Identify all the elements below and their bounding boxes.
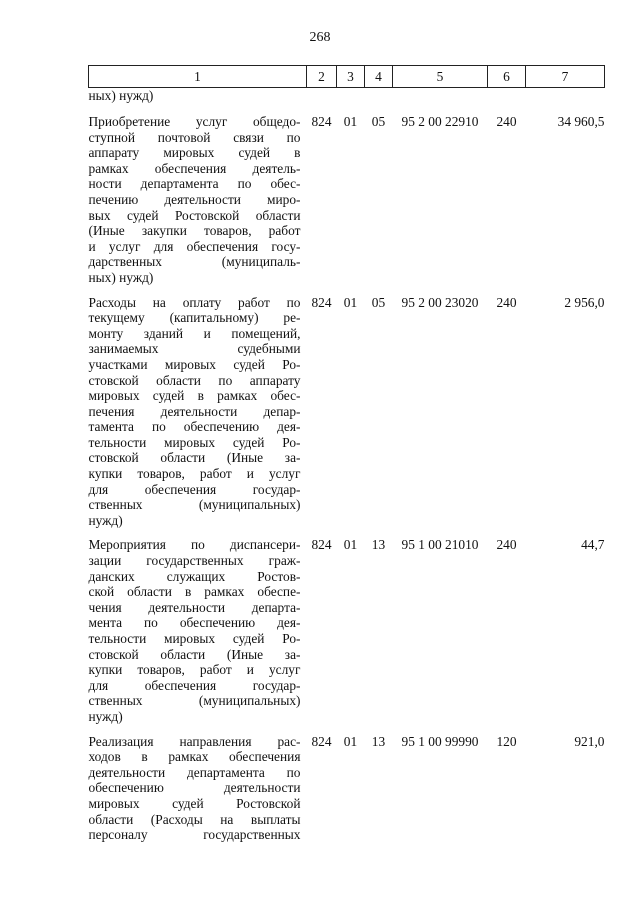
row-description bbox=[89, 528, 307, 724]
section-code: 01 bbox=[343, 294, 358, 310]
expense-type-code: 240 bbox=[496, 114, 517, 129]
description-line: ской области в рамках обеспе- bbox=[88, 584, 301, 600]
table-row bbox=[89, 105, 605, 286]
section-code: 01 bbox=[343, 114, 358, 129]
subsection-code: 13 bbox=[371, 537, 386, 553]
header-col-4: 4 bbox=[365, 66, 393, 88]
description-line: деятельности департамента по bbox=[88, 764, 301, 780]
header-col-6: 6 bbox=[488, 66, 526, 88]
description-line: мента по обеспечению дея- bbox=[88, 615, 301, 631]
description-line: аппарату мировых судей в bbox=[88, 145, 301, 161]
description-line: ственных (муниципальных) bbox=[88, 693, 301, 709]
target-article-code: 95 1 00 99990 bbox=[401, 733, 479, 749]
description-line: дарственных (муниципаль- bbox=[88, 254, 301, 270]
description-line: обеспечению деятельности bbox=[88, 780, 301, 796]
description-line: занимаемых судебными bbox=[88, 341, 301, 357]
header-row bbox=[89, 66, 605, 88]
expense-type-code: 240 bbox=[496, 294, 517, 310]
row-description bbox=[89, 725, 307, 843]
target-article-code: 95 2 00 22910 bbox=[401, 114, 479, 129]
ministry-code: 824 bbox=[311, 733, 332, 749]
continuation-text: ных) нужд) bbox=[88, 88, 154, 103]
section-code: 01 bbox=[343, 537, 358, 553]
description-line: ности департамента по обес- bbox=[88, 176, 301, 192]
description-line: стовской области (Иные за- bbox=[88, 450, 301, 466]
ministry-code: 824 bbox=[311, 294, 332, 310]
description-line: мировых судей Ростовской bbox=[88, 795, 301, 811]
continuation-row bbox=[89, 88, 605, 106]
description-line: Мероприятия по диспансери- bbox=[88, 537, 301, 553]
description-line: ных) нужд) bbox=[88, 269, 154, 285]
description-line: тельности мировых судей Ро- bbox=[88, 434, 301, 450]
amount: 44,7 bbox=[581, 537, 605, 553]
header-col-5: 5 bbox=[393, 66, 488, 88]
table-row bbox=[89, 528, 605, 724]
description-line: персоналу государственных bbox=[88, 827, 301, 843]
description-line: купки товаров, работ и услуг bbox=[88, 662, 301, 678]
description-line: для обеспечения государ- bbox=[88, 677, 301, 693]
description-line: нужд) bbox=[88, 708, 123, 724]
budget-table bbox=[88, 65, 605, 843]
description-line: Расходы на оплату работ по bbox=[88, 294, 301, 310]
description-line: зации государственных граж- bbox=[88, 553, 301, 569]
description-line: мировых судей в рамках обес- bbox=[88, 388, 301, 404]
description-line: печения деятельности депар- bbox=[88, 403, 301, 419]
amount: 921,0 bbox=[574, 733, 605, 749]
description-line: данских служащих Ростов- bbox=[88, 568, 301, 584]
target-article-code: 95 2 00 23020 bbox=[401, 294, 479, 310]
row-description bbox=[89, 286, 307, 529]
description-line: Реализация направления рас- bbox=[88, 733, 301, 749]
ministry-code: 824 bbox=[311, 537, 332, 553]
description-line: области (Расходы на выплаты bbox=[88, 811, 301, 827]
description-line: Приобретение услуг общедо- bbox=[88, 114, 301, 129]
description-line: печению деятельности миро- bbox=[88, 191, 301, 207]
description-line: рамках обеспечения деятель- bbox=[88, 160, 301, 176]
subsection-code: 05 bbox=[371, 114, 386, 129]
subsection-code: 05 bbox=[371, 294, 386, 310]
description-line: участками мировых судей Ро- bbox=[88, 356, 301, 372]
header-col-2: 2 bbox=[307, 66, 337, 88]
description-line: стовской области по аппарату bbox=[88, 372, 301, 388]
row-description bbox=[89, 105, 307, 286]
description-line: вых судей Ростовской области bbox=[88, 207, 301, 223]
header-col-1: 1 bbox=[89, 66, 307, 88]
description-line: ступной почтовой связи по bbox=[88, 129, 301, 145]
section-code: 01 bbox=[343, 733, 358, 749]
description-line: нужд) bbox=[88, 512, 123, 528]
description-line: тамента по обеспечению дея- bbox=[88, 419, 301, 435]
header-col-7: 7 bbox=[526, 66, 605, 88]
description-line: текущему (капитальному) ре- bbox=[88, 310, 301, 326]
description-line: монту зданий и помещений, bbox=[88, 325, 301, 341]
description-line: и услуг для обеспечения госу- bbox=[88, 238, 301, 254]
description-line: (Иные закупки товаров, работ bbox=[88, 223, 301, 239]
description-line: для обеспечения государ- bbox=[88, 481, 301, 497]
table-row bbox=[89, 725, 605, 843]
description-line: чения деятельности департа- bbox=[88, 599, 301, 615]
description-line: купки товаров, работ и услуг bbox=[88, 466, 301, 482]
target-article-code: 95 1 00 21010 bbox=[401, 537, 479, 553]
ministry-code: 824 bbox=[311, 114, 332, 129]
expense-type-code: 120 bbox=[496, 733, 517, 749]
description-line: стовской области (Иные за- bbox=[88, 646, 301, 662]
subsection-code: 13 bbox=[371, 733, 386, 749]
header-col-3: 3 bbox=[337, 66, 365, 88]
expense-type-code: 240 bbox=[496, 537, 517, 553]
table-row bbox=[89, 286, 605, 529]
description-line: тельности мировых судей Ро- bbox=[88, 631, 301, 646]
amount: 2 956,0 bbox=[564, 294, 605, 310]
amount: 34 960,5 bbox=[557, 114, 605, 129]
page-number: 268 bbox=[309, 30, 331, 45]
description-line: ходов в рамках обеспечения bbox=[88, 749, 301, 765]
description-line: ственных (муниципальных) bbox=[88, 497, 301, 513]
